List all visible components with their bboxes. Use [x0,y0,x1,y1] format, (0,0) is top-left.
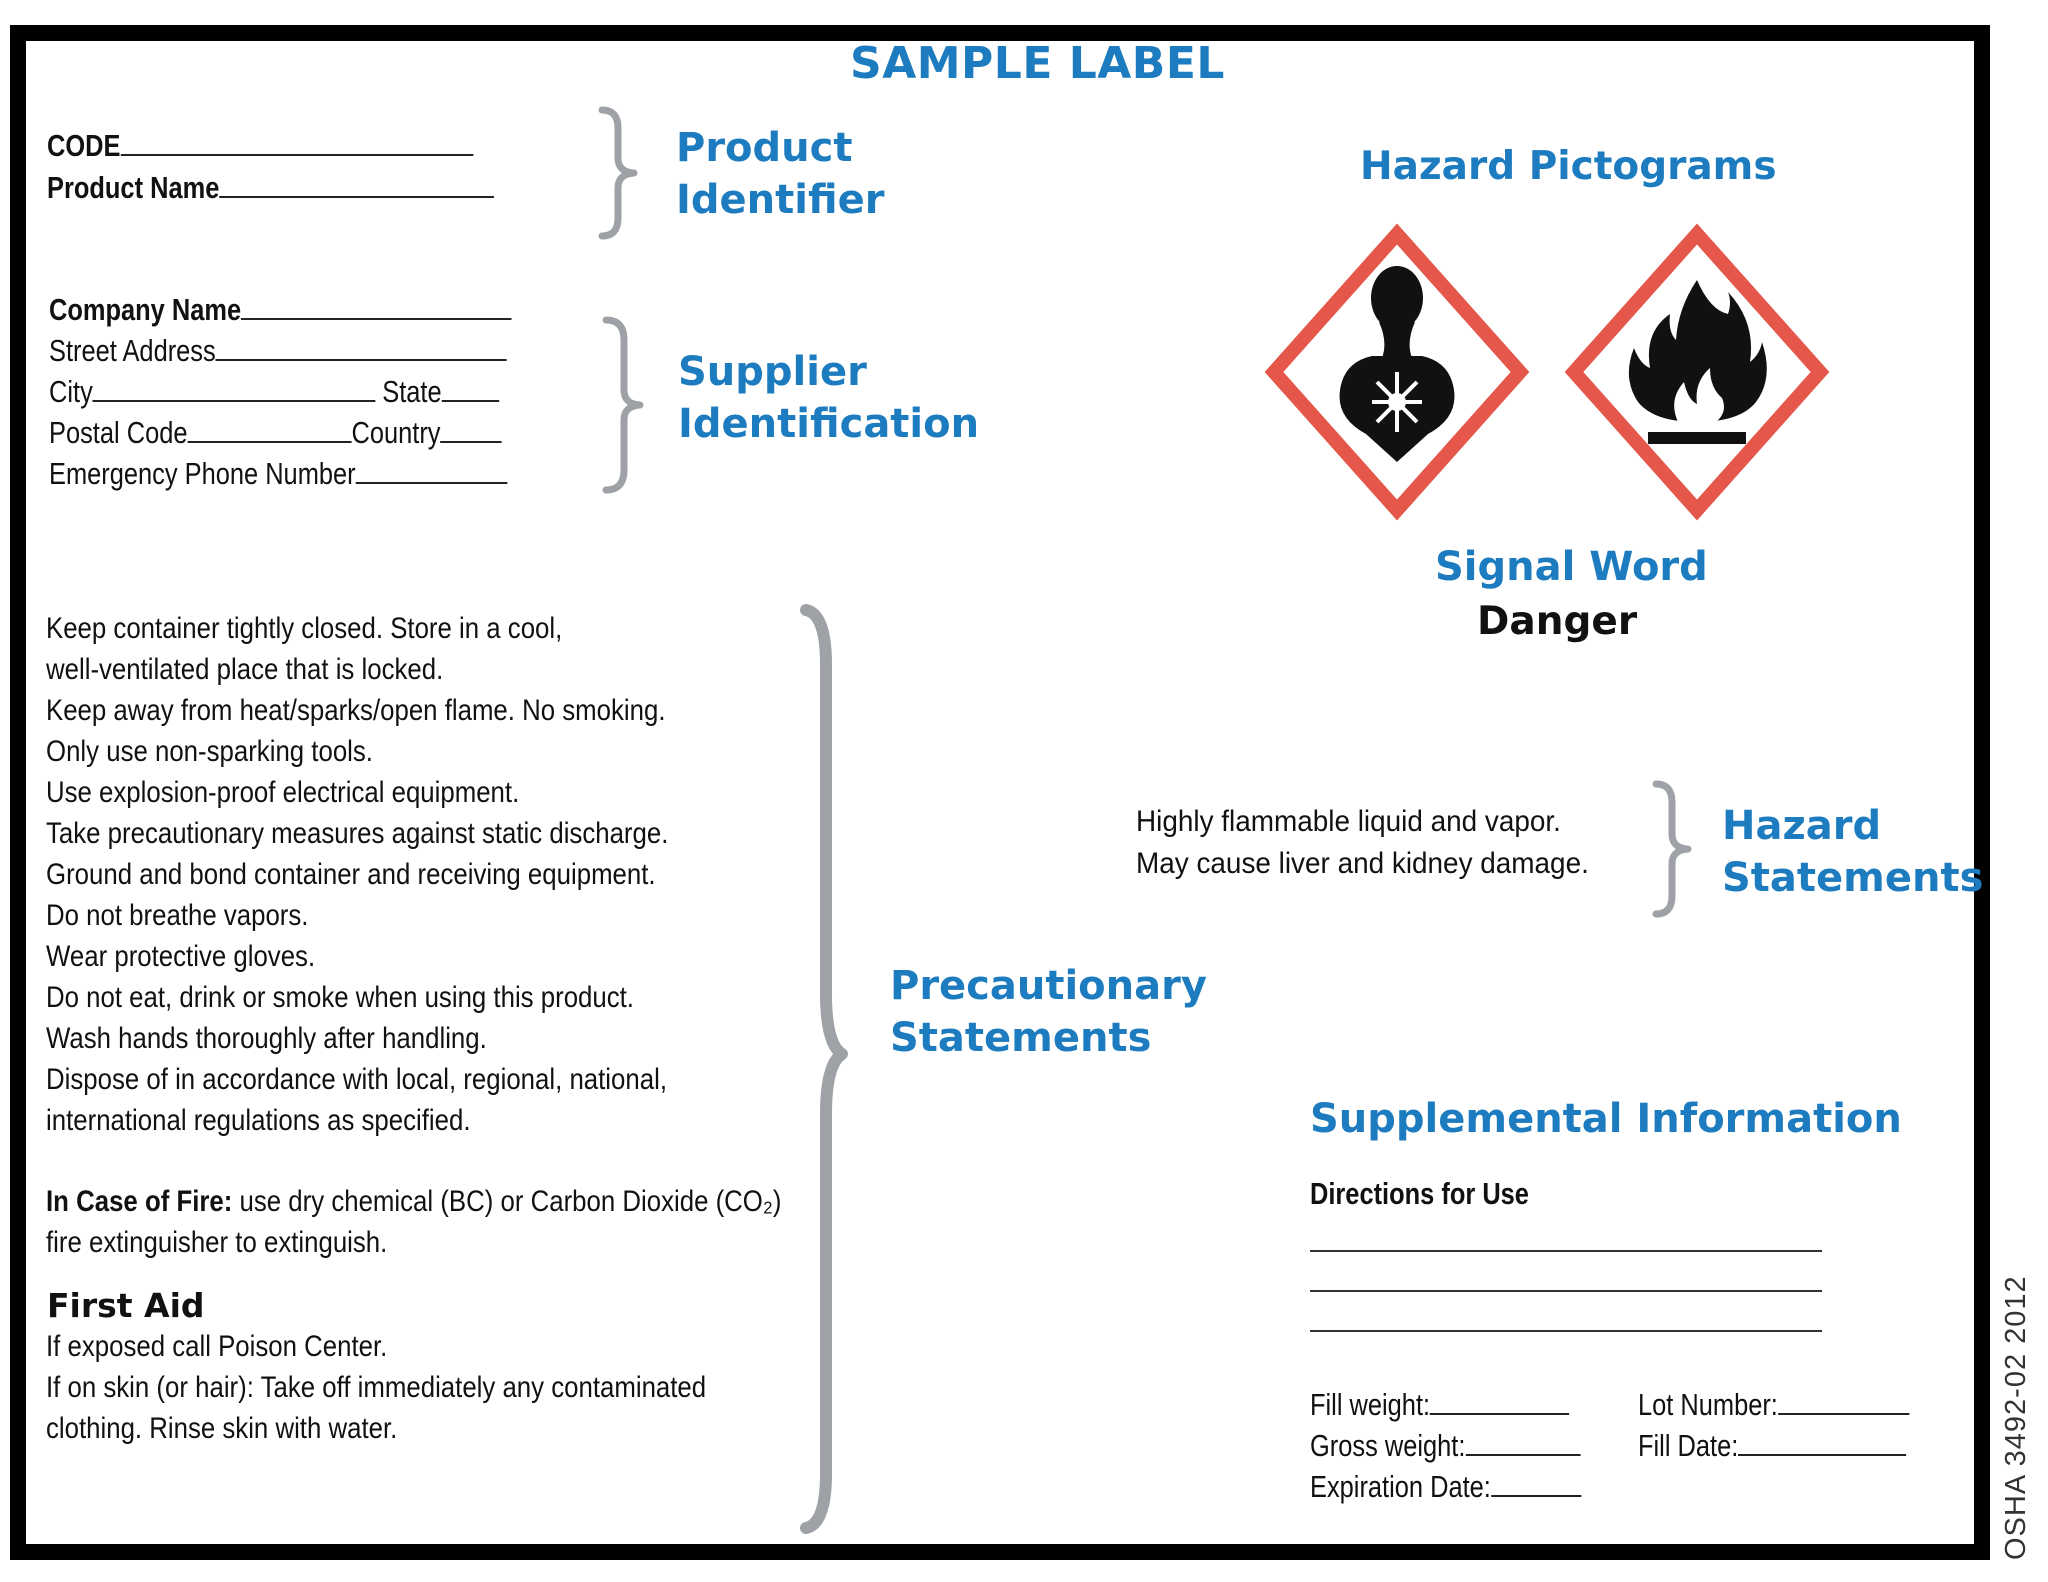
emergency-phone-field [49,456,507,492]
directions-for-use-label: Directions for Use [1310,1176,1529,1211]
fire-text: use dry chemical (BC) or Carbon Dioxide (CO₂) [232,1185,782,1218]
street-address-field [49,333,507,369]
postal-country-field [49,415,502,451]
first-aid-line: If on skin (or hair): Take off immediately any contaminated [46,1371,707,1404]
hazard-statements-heading-line1: Hazard [1722,803,1882,849]
company-name-field [49,292,512,328]
precaution-line: Only use non-sparking tools. [46,735,373,768]
code-field [47,128,473,164]
company-name-blank [241,317,512,320]
gross-weight-blank [1465,1453,1580,1456]
fill-weight-label: Fill weight: [1310,1387,1431,1422]
precautionary-statements-brace [796,604,856,1534]
lot-number-blank [1778,1412,1909,1415]
fill-weight-blank [1430,1412,1569,1415]
directions-blank-line [1310,1290,1822,1292]
precaution-line: Wash hands thoroughly after handling. [46,1022,487,1055]
precaution-line: international regulations as specified. [46,1104,471,1137]
state-blank [442,399,499,402]
code-blank [120,153,473,156]
health-hazard-pictogram [1260,222,1535,522]
fill-weight-field [1310,1387,1569,1423]
emergency-phone-label: Emergency Phone Number [49,456,356,491]
city-blank [93,399,376,402]
first-aid-line: clothing. Rinse skin with water. [46,1412,398,1445]
state-label: State [382,374,442,409]
postal-code-label: Postal Code [49,415,188,450]
precaution-line: Keep container tightly closed. Store in a cool, [46,612,563,645]
city-state-field [49,374,499,410]
country-blank [440,440,502,443]
product-identifier-heading-line2: Identifier [676,177,885,223]
product-name-label: Product Name [47,170,220,205]
lot-number-label: Lot Number: [1638,1387,1778,1422]
signal-word-heading: Signal Word [1435,544,1708,590]
product-identifier-heading-line1: Product [676,125,853,171]
fill-date-field [1638,1428,1906,1464]
hazard-pictograms-heading: Hazard Pictograms [1360,144,1777,189]
lot-number-field [1638,1387,1909,1423]
street-address-blank [216,358,507,361]
product-name-blank [219,195,494,198]
precaution-line: Do not breathe vapors. [46,899,309,932]
page-title: SAMPLE LABEL [850,38,1225,89]
supplemental-information-heading: Supplemental Information [1310,1096,1902,1142]
supplier-identification-heading-line1: Supplier [678,349,867,395]
precaution-line: Use explosion-proof electrical equipment. [46,776,520,809]
supplier-identification-heading-line2: Identification [678,401,980,447]
first-aid-heading: First Aid [47,1286,205,1325]
publication-code: OSHA 3492-02 2012 [2000,1275,2032,1560]
product-identifier-brace [596,106,646,240]
city-label: City [49,374,93,409]
gross-weight-field [1310,1428,1580,1464]
precaution-line: Wear protective gloves. [46,940,316,973]
hazard-statement-line: May cause liver and kidney damage. [1136,847,1589,880]
expiration-date-field [1310,1469,1581,1505]
precaution-line: Dispose of in accordance with local, regional, national, [46,1063,668,1096]
first-aid-line: If exposed call Poison Center. [46,1330,388,1363]
hazard-statements-brace [1650,780,1700,918]
directions-blank-line [1310,1330,1822,1332]
emergency-phone-blank [356,481,508,484]
gross-weight-label: Gross weight: [1310,1428,1466,1463]
hazard-statements-heading [1722,800,1983,904]
country-label: Country [351,415,441,450]
fire-instruction-line2: fire extinguisher to extinguish. [46,1226,388,1259]
fill-date-label: Fill Date: [1638,1428,1739,1463]
supplier-identification-brace [600,316,650,494]
code-label: CODE [47,128,121,163]
hazard-statement-line: Highly flammable liquid and vapor. [1136,805,1561,838]
street-address-label: Street Address [49,333,216,368]
signal-word-value: Danger [1477,599,1638,644]
precaution-line: Ground and bond container and receiving equipment. [46,858,656,891]
precautionary-statements-heading-line1: Precautionary [890,963,1207,1009]
fill-date-blank [1738,1453,1906,1456]
hazard-statements-heading-line2: Statements [1722,855,1984,901]
precaution-line: Do not eat, drink or smoke when using this product. [46,981,634,1014]
product-name-field [47,170,494,206]
precautionary-statements-heading [890,960,1207,1064]
company-name-label: Company Name [49,292,242,327]
expiration-date-label: Expiration Date: [1310,1469,1491,1504]
fire-label: In Case of Fire: [46,1185,233,1218]
precaution-line: Take precautionary measures against static discharge. [46,817,669,850]
supplier-identification-heading [678,346,979,450]
directions-blank-line [1310,1250,1822,1252]
precaution-line: Keep away from heat/sparks/open flame. No smoking. [46,694,666,727]
flammable-pictogram [1560,222,1835,522]
precaution-line: well-ventilated place that is locked. [46,653,444,686]
postal-code-blank [187,440,351,443]
fire-instruction [46,1182,781,1222]
product-identifier-heading [676,122,884,226]
expiration-date-blank [1491,1494,1581,1497]
precautionary-statements-heading-line2: Statements [890,1015,1152,1061]
